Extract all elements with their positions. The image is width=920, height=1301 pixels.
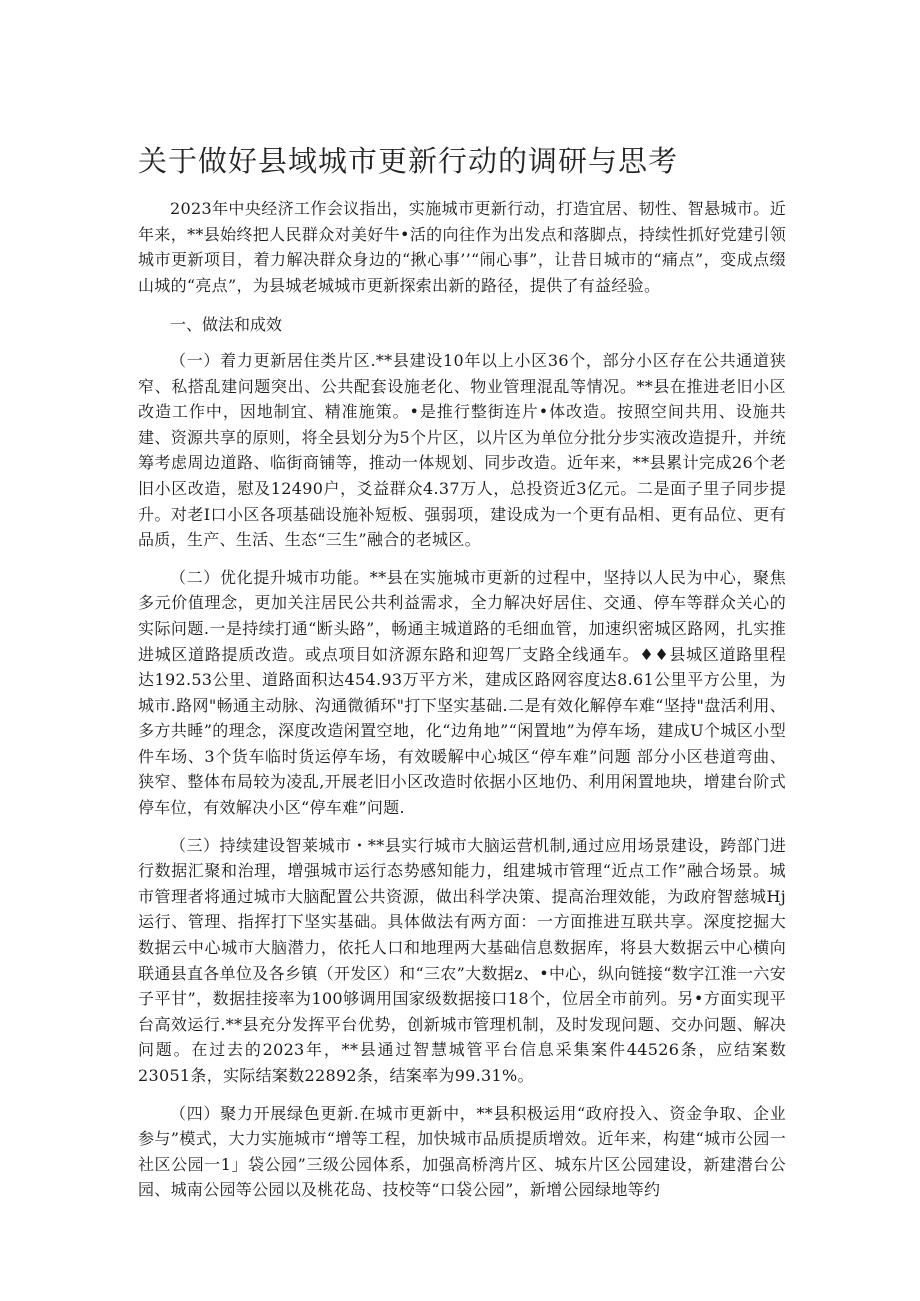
section-heading: 一、做法和成效	[170, 315, 283, 335]
paragraph-city-function: （二）优化提升城市功能。**县在实施城市更新的过程中，坚持以人民为中心，聚焦多元价值理念，更加关注居民公共利益需求，全力解决好居住、交通、停车等群众关心的实际问题.一是持续打通“断头路”，畅通主城道路的毛细血管，加速织密城区路网，扎实推进城区道路提质改造。或点项目如济源东路和迎驾厂支路全线通车。♦♦县城区道路里程达192.53公里、道路面积达454.93万平方米，建成区路网容度达8.61公里平方公里，为城市.路网"畅通主动脉、沟通微循环"打下坚实基础.二是有效化解停车难“坚持"盘活利用、多方共睡”的理念，深度改造闲置空地，化“边角地”“闲置地”为停车场，建成U个城区小型件车场、3个货车临时货运停车场，有效暖解中心城区“停车难”问题 部分小区巷道弯曲、狭窄、整体布局较为凌乱,开展老旧小区改造时依据小区地仍、利用闲置地块，增建台阶式停车位，有效解决小区“停车难”问题.	[138, 567, 786, 818]
paragraph-smart-city: （三）持续建设智莱城市・**县实行城市大脑运营机制,通过应用场景建设，跨部门进行数据汇聚和治理，增强城市运行态势感知能力，组建城市管理“近点工作”融合场景。城市管理者将通过城市大脑配置公共资源，做出科学决策、提高治理效能，为政府智慈城Hj运行、管理、指挥打下坚实基础。具体做法有两方面：一方面推进互联共享。深度挖掘大数据云中心城市大脑潜力，依托人口和地理两大基础信息数据库，将县大数据云中心横向联通县直各单位及各乡镇（开发区）和“三农”大数据z、•中心，纵向链接“数字江淮一六安子平甘”，数据挂接率为100够调用国家级数据接口18个，位居全市前列。另•方面实现平台高效运行.**县充分发挥平台优势，创新城市管理机制，及时发现问题、交办问题、解决问题。在过去的2023年，**县通过智慧城管平台信息采集案件44526条，应结案数23051条，实际结案数22892条，结案率为99.31%。	[138, 835, 786, 1085]
paragraph-residential: （一）着力更新居住类片区.**县建设10年以上小区36个，部分小区存在公共通道狭窄、私搭乱建问题突出、公共配套设施老化、物业管理混乱等情况。**县在推进老旧小区改造工作中，因地制宜、精准施策。•是推行整街连片•体改造。按照空间共用、设施共建、资源共享的原则，将全县划分为5个片区，以片区为单位分批分步实液改造提升，并统筹考虑周边道路、临街商铺等，推动一体规划、同步改造。近年来，**县累计完成26个老旧小区改造，慰及12490户，爻益群众4.37万人，总投资近3亿元。二是面子里子同步提升。对老I口小区各项基础设施补短板、强弱项，建设成为一个更有品相、更有品位、更有品质，生产、生活、生态“三生”融合的老城区。	[138, 350, 786, 550]
intro-paragraph: 2023年中央经济工作会议指出，实施城市更新行动，打造宜居、韧性、智悬城市。近年来，**县始终把人民群众对美好牛•活的向往作为出发点和落脚点，持续性抓好党建引领城市更新项目，着力解决群众身边的“揪心事’’“闹心事”，让昔日城市的“痛点”，变成点缀山城的“亮点”，为县城老城城市更新探索出新的路径，提供了有益经验。	[138, 199, 786, 295]
document-title: 关于做好县域城市更新行动的调研与思考	[138, 144, 679, 178]
document-page	[138, 140, 786, 1203]
paragraph-green-renewal: （四）聚力开展绿色更新.在城市更新中，**县积极运用“政府投入、资金争取、企业参与”模式，大力实施城市“增等工程，加快城市品质提质增效。近年来，构建“城市公园一社区公园一1」袋公园”三级公园体系，加强高桥湾片区、城东片区公园建设，新建潜台公园、城南公园等公园以及桃花岛、技校等“口袋公园”，新增公园绿地等约	[138, 1103, 786, 1200]
